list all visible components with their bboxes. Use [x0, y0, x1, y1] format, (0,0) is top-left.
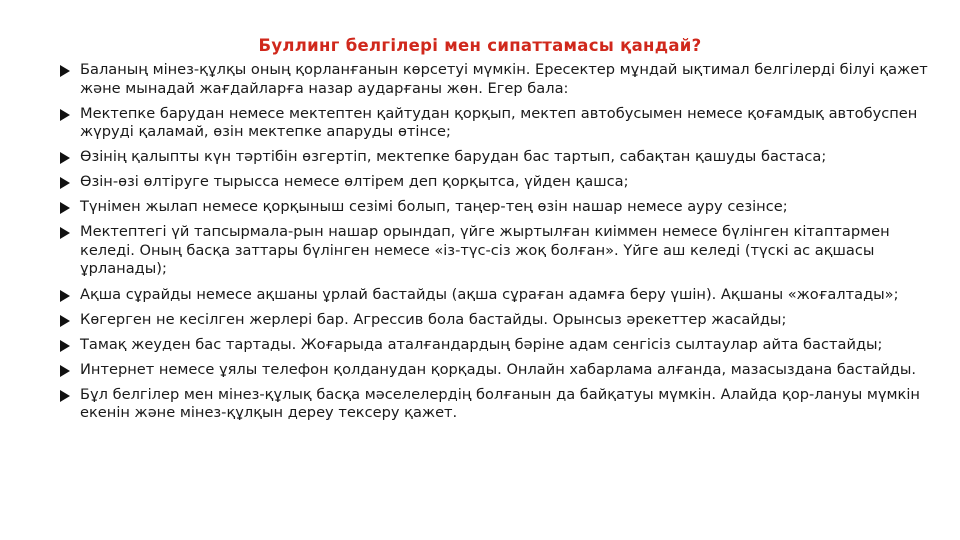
list-item-text: Көгерген не кесілген жерлері бар. Агрессив бола бастайды. Орынсыз әрекеттер жасайды; — [80, 310, 787, 328]
arrow-right-icon — [60, 177, 70, 189]
list-item-text: Баланың мінез-құлқы оның қорланғанын көрсетуі мүмкін. Ересектер мұндай ықтимал белгілерді білуі қажет және мынадай жағдайларға назар аударғаны жөн. Егер бала: — [80, 61, 928, 97]
arrow-right-icon — [60, 340, 70, 352]
list-item — [60, 361, 930, 380]
arrow-right-icon — [60, 365, 70, 377]
arrow-right-icon — [60, 290, 70, 302]
arrow-right-icon — [60, 202, 70, 214]
list-item — [60, 173, 930, 192]
list-item-text: Бұл белгілер мен мінез-құлық басқа мәселелердің болғанын да байқатуы мүмкін. Алайда қор-лануы мүмкін екенін және мінез-құлқын дереу тексеру қажет. — [80, 385, 920, 422]
list-item-text: Тамақ жеуден бас тартады. Жоғарыда аталғандардың бәріне адам сенгісіз сылтаулар айта бастайды; — [80, 335, 883, 353]
list-item-text: Интернет немесе ұялы телефон қолданудан қорқады. Онлайн хабарлама алғанда, мазасыздана бастайды. — [80, 360, 916, 378]
list-item-text: Мектепке барудан немесе мектептен қайтудан қорқып, мектеп автобусымен немесе қоғамдық автобуспен жүруді қаламай, өзін мектепке апаруды өтінсе; — [80, 104, 918, 141]
arrow-right-icon — [60, 315, 70, 327]
arrow-right-icon — [60, 109, 70, 121]
bullet-list — [60, 61, 930, 430]
list-item-text: Мектептегі үй тапсырмала-рын нашар орындап, үйге жыртылған киіммен немесе бүлінген кітаптармен келеді. Оның басқа заттары бүлінген немесе «із-түс-сіз жоқ болған». Үйге аш келеді (түскі ас ақшасы ұрланады); — [80, 223, 890, 278]
list-item — [60, 105, 930, 142]
list-item-text: Өзінің қалыпты күн тәртібін өзгертіп, мектепке барудан бас тартып, сабақтан қашуды бастаса; — [80, 148, 827, 166]
list-item — [60, 198, 930, 217]
list-item — [60, 286, 930, 305]
list-item — [60, 223, 930, 279]
list-item — [60, 336, 930, 355]
arrow-right-icon — [60, 65, 70, 77]
list-item — [60, 386, 930, 423]
list-item-text: Түнімен жылап немесе қорқыныш сезімі болып, таңер-тең өзін нашар немесе ауру сезінсе; — [80, 198, 788, 216]
list-item — [60, 148, 930, 167]
list-item — [60, 311, 930, 330]
arrow-right-icon — [60, 227, 70, 239]
arrow-right-icon — [60, 152, 70, 164]
list-item — [60, 61, 930, 98]
list-item-text: Өзін-өзі өлтіруге тырысса немесе өлтірем деп қорқытса, үйден қашса; — [80, 173, 629, 191]
slide-title: Буллинг белгілері мен сипаттамасы қандай? — [258, 36, 702, 55]
list-item-text: Ақша сұрайды немесе ақшаны ұрлай бастайды (ақша сұраған адамға беру үшін). Ақшаны «жоғалтады»; — [80, 285, 899, 303]
arrow-right-icon — [60, 390, 70, 402]
